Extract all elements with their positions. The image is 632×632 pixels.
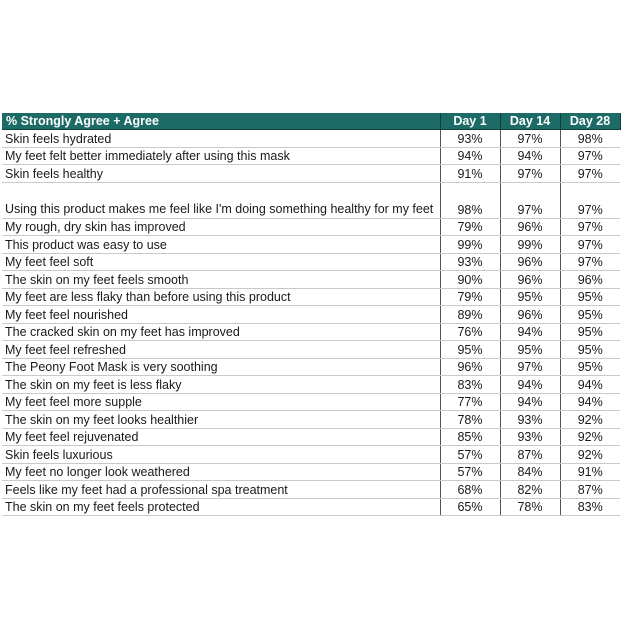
row-day28-value: 98% (560, 130, 620, 148)
row-day1-value: 99% (440, 236, 500, 254)
row-day14-value: 94% (500, 323, 560, 341)
row-day14-value: 97% (500, 182, 560, 218)
row-day14-value: 97% (500, 358, 560, 376)
table-row (2, 165, 620, 183)
row-day1-value: 77% (440, 393, 500, 411)
table-row (2, 393, 620, 411)
row-day28-value: 92% (560, 446, 620, 464)
row-day1-value: 57% (440, 446, 500, 464)
row-day28-value: 92% (560, 411, 620, 429)
row-statement: My feet felt better immediately after using this mask (2, 147, 440, 165)
table-row (2, 376, 620, 394)
table-row (2, 130, 620, 148)
row-day28-value: 83% (560, 498, 620, 516)
table-row (2, 306, 620, 324)
row-day28-value: 97% (560, 182, 620, 218)
header-day-28: Day 28 (560, 113, 620, 130)
survey-results-table (2, 113, 621, 516)
table-row (2, 446, 620, 464)
row-day1-value: 83% (440, 376, 500, 394)
row-day28-value: 87% (560, 481, 620, 499)
row-day1-value: 57% (440, 463, 500, 481)
row-day14-value: 97% (500, 165, 560, 183)
table-row (2, 411, 620, 429)
table-header-row (2, 113, 620, 130)
table-row (2, 253, 620, 271)
table-row (2, 428, 620, 446)
row-day1-value: 89% (440, 306, 500, 324)
header-statement: % Strongly Agree + Agree (2, 113, 440, 130)
row-day28-value: 92% (560, 428, 620, 446)
row-statement: The skin on my feet looks healthier (2, 411, 440, 429)
row-day14-value: 96% (500, 271, 560, 289)
row-day28-value: 95% (560, 323, 620, 341)
row-statement: Feels like my feet had a professional spa treatment (2, 481, 440, 499)
row-statement: My rough, dry skin has improved (2, 218, 440, 236)
row-day14-value: 96% (500, 306, 560, 324)
row-day1-value: 94% (440, 147, 500, 165)
table-row (2, 463, 620, 481)
row-day14-value: 95% (500, 341, 560, 359)
row-day14-value: 96% (500, 253, 560, 271)
row-day28-value: 95% (560, 306, 620, 324)
table-row (2, 358, 620, 376)
row-statement: Skin feels luxurious (2, 446, 440, 464)
row-day14-value: 87% (500, 446, 560, 464)
table-row (2, 341, 620, 359)
row-day28-value: 97% (560, 253, 620, 271)
row-day1-value: 79% (440, 288, 500, 306)
row-day1-value: 95% (440, 341, 500, 359)
row-day1-value: 90% (440, 271, 500, 289)
row-day28-value: 97% (560, 147, 620, 165)
table-row (2, 271, 620, 289)
row-statement: The cracked skin on my feet has improved (2, 323, 440, 341)
table-row (2, 498, 620, 516)
row-day1-value: 93% (440, 253, 500, 271)
row-day14-value: 94% (500, 147, 560, 165)
table-row (2, 288, 620, 306)
row-day1-value: 96% (440, 358, 500, 376)
row-day1-value: 91% (440, 165, 500, 183)
row-day1-value: 76% (440, 323, 500, 341)
table-row (2, 481, 620, 499)
row-day1-value: 79% (440, 218, 500, 236)
row-statement: The Peony Foot Mask is very soothing (2, 358, 440, 376)
row-statement: The skin on my feet is less flaky (2, 376, 440, 394)
row-day14-value: 93% (500, 411, 560, 429)
row-day28-value: 95% (560, 341, 620, 359)
row-day1-value: 93% (440, 130, 500, 148)
row-statement: The skin on my feet feels protected (2, 498, 440, 516)
row-day1-value: 65% (440, 498, 500, 516)
table-row (2, 182, 620, 218)
row-day14-value: 94% (500, 393, 560, 411)
row-statement: My feet are less flaky than before using this product (2, 288, 440, 306)
header-day-14: Day 14 (500, 113, 560, 130)
row-statement: My feet no longer look weathered (2, 463, 440, 481)
row-day14-value: 99% (500, 236, 560, 254)
row-day14-value: 97% (500, 130, 560, 148)
row-day1-value: 78% (440, 411, 500, 429)
row-statement: This product was easy to use (2, 236, 440, 254)
row-day28-value: 97% (560, 165, 620, 183)
row-day28-value: 95% (560, 288, 620, 306)
header-day-1: Day 1 (440, 113, 500, 130)
row-statement: My feet feel more supple (2, 393, 440, 411)
row-statement: My feet feel rejuvenated (2, 428, 440, 446)
row-day14-value: 84% (500, 463, 560, 481)
row-day1-value: 68% (440, 481, 500, 499)
row-day14-value: 82% (500, 481, 560, 499)
row-day1-value: 85% (440, 428, 500, 446)
row-day14-value: 78% (500, 498, 560, 516)
table-row (2, 147, 620, 165)
row-day28-value: 95% (560, 358, 620, 376)
row-day28-value: 96% (560, 271, 620, 289)
row-day1-value: 98% (440, 182, 500, 218)
table-row (2, 236, 620, 254)
row-statement: Skin feels healthy (2, 165, 440, 183)
row-statement: My feet feel nourished (2, 306, 440, 324)
row-day28-value: 94% (560, 376, 620, 394)
row-day28-value: 97% (560, 218, 620, 236)
row-statement: The skin on my feet feels smooth (2, 271, 440, 289)
row-day28-value: 94% (560, 393, 620, 411)
row-statement: My feet feel refreshed (2, 341, 440, 359)
row-day14-value: 94% (500, 376, 560, 394)
row-day14-value: 96% (500, 218, 560, 236)
row-statement: Skin feels hydrated (2, 130, 440, 148)
row-day14-value: 95% (500, 288, 560, 306)
row-day28-value: 91% (560, 463, 620, 481)
row-day28-value: 97% (560, 236, 620, 254)
table-row (2, 323, 620, 341)
row-statement: My feet feel soft (2, 253, 440, 271)
row-day14-value: 93% (500, 428, 560, 446)
table-row (2, 218, 620, 236)
row-statement: Using this product makes me feel like I'm doing something healthy for my feet (2, 182, 440, 218)
